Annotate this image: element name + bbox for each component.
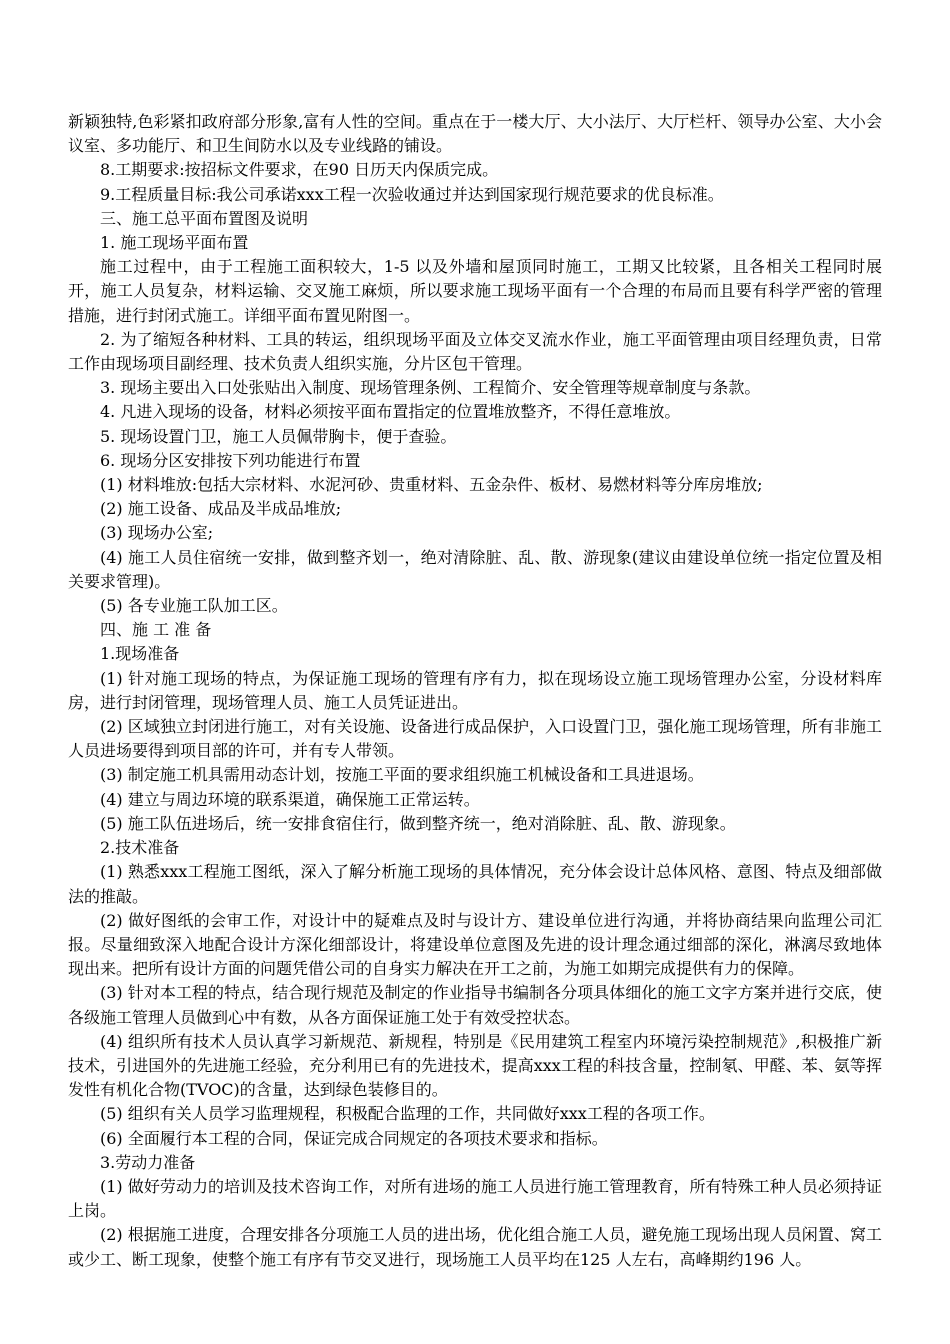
paragraph: 6. 现场分区安排按下列功能进行布置 xyxy=(100,450,361,470)
paragraph: 9.工程质量目标:我公司承诺xxx工程一次验收通过并达到国家现行规范要求的优良标准。 xyxy=(100,184,724,204)
paragraph: 1. 施工现场平面布置 xyxy=(100,233,249,253)
paragraph: (5) 各专业施工队加工区。 xyxy=(100,596,288,616)
paragraph: (5) 施工队伍进场后，统一安排食宿住行，做到整齐统一，绝对消除脏、乱、散、游现象。 xyxy=(100,813,736,833)
paragraph: 施工过程中，由于工程施工面积较大，1-5 以及外墙和屋顶同时施工，工期又比较紧，且各相关工程同时展开，施工人员复杂，材料运输、交叉施工麻烦，所以要求施工现场平面有一个合理的布局而且要有科学严密的管理措施，进行封闭式施工。详细平面布置见附图一。 xyxy=(68,257,882,325)
document-body xyxy=(68,110,882,1272)
paragraph: (1) 做好劳动力的培训及技术咨询工作，对所有进场的施工人员进行施工管理教育，所有特殊工种人员必须持证上岗。 xyxy=(68,1176,882,1221)
paragraph: (6) 全面履行本工程的合同，保证完成合同规定的各项技术要求和指标。 xyxy=(100,1128,608,1148)
paragraph: 四、施 工 准 备 xyxy=(100,620,212,640)
paragraph: (3) 制定施工机具需用动态计划，按施工平面的要求组织施工机械设备和工具进退场。 xyxy=(100,765,704,785)
paragraph: (1) 针对施工现场的特点，为保证施工现场的管理有序有力，拟在现场设立施工现场管理办公室，分设材料库房，进行封闭管理，现场管理人员、施工人员凭证进出。 xyxy=(68,668,882,712)
paragraph: (1) 熟悉xxx工程施工图纸，深入了解分析施工现场的具体情况，充分体会设计总体风格、意图、特点及细部做法的推敲。 xyxy=(68,862,882,906)
paragraph: (2) 根据施工进度，合理安排各分项施工人员的进出场，优化组合施工人员，避免施工现场出现人员闲置、窝工或少工、断工现象，使整个施工有序有节交叉进行，现场施工人员平均在125 人左右，高峰期约196 人。 xyxy=(68,1225,882,1269)
paragraph: 3.劳动力准备 xyxy=(100,1152,196,1172)
paragraph: (3) 现场办公室; xyxy=(100,523,214,543)
paragraph: 5. 现场设置门卫，施工人员佩带胸卡，便于查验。 xyxy=(100,426,457,446)
paragraph: 新颖独特,色彩紧扣政府部分形象,富有人性的空间。重点在于一楼大厅、大小法厅、大厅栏杆、领导办公室、大小会议室、多功能厅、和卫生间防水以及专业线路的铺设。 xyxy=(68,112,882,156)
paragraph: 3. 现场主要出入口处张贴出入制度、现场管理条例、工程简介、安全管理等规章制度与条款。 xyxy=(100,378,761,398)
paragraph: (4) 组织所有技术人员认真学习新规范、新规程，特别是《民用建筑工程室内环境污染控制规范》,积极推广新技术，引进国外的先进施工经验，充分利用已有的先进技术，提高xxx工程的科技含量，控制氡、甲醛、苯、氨等挥发性有机化合物(TVOC)的含量，达到绿色装修目的。 xyxy=(68,1031,882,1100)
paragraph: 1.现场准备 xyxy=(100,644,180,664)
paragraph: (1) 材料堆放:包括大宗材料、水泥河砂、贵重材料、五金杂件、板材、易燃材料等分库房堆放; xyxy=(100,475,763,495)
paragraph: 2.技术准备 xyxy=(100,838,180,858)
paragraph: (5) 组织有关人员学习监理规程，积极配合监理的工作，共同做好xxx工程的各项工作。 xyxy=(100,1104,715,1124)
paragraph: (2) 区域独立封闭进行施工，对有关设施、设备进行成品保护，入口设置门卫，强化施工现场管理，所有非施工人员进场要得到项目部的许可，并有专人带领。 xyxy=(68,717,882,761)
paragraph: 8.工期要求:按招标文件要求，在90 日历天内保质完成。 xyxy=(100,160,499,180)
paragraph: (2) 施工设备、成品及半成品堆放; xyxy=(100,499,342,519)
paragraph: 2. 为了缩短各种材料、工具的转运，组织现场平面及立体交叉流水作业，施工平面管理由项目经理负责，日常工作由现场项目副经理、技术负责人组织实施，分片区包干管理。 xyxy=(68,329,882,374)
paragraph: (2) 做好图纸的会审工作，对设计中的疑难点及时与设计方、建设单位进行沟通，并将协商结果向监理公司汇报。尽量细致深入地配合设计方深化细部设计，将建设单位意图及先进的设计理念通过细部的深化，淋漓尽致地体现出来。把所有设计方面的问题凭借公司的自身实力解决在开工之前，为施工如期完成提供有力的保障。 xyxy=(68,910,882,979)
paragraph: (4) 施工人员住宿统一安排，做到整齐划一，绝对清除脏、乱、散、游现象(建议由建设单位统一指定位置及相关要求管理)。 xyxy=(68,547,882,591)
paragraph: 三、施工总平面布置图及说明 xyxy=(100,208,309,228)
paragraph: (4) 建立与周边环境的联系渠道，确保施工正常运转。 xyxy=(100,789,480,809)
paragraph: 4. 凡进入现场的设备，材料必须按平面布置指定的位置堆放整齐，不得任意堆放。 xyxy=(100,402,681,422)
paragraph: (3) 针对本工程的特点，结合现行规范及制定的作业指导书编制各分项具体细化的施工文字方案并进行交底，使各级施工管理人员做到心中有数，从各方面保证施工处于有效受控状态。 xyxy=(68,983,882,1027)
